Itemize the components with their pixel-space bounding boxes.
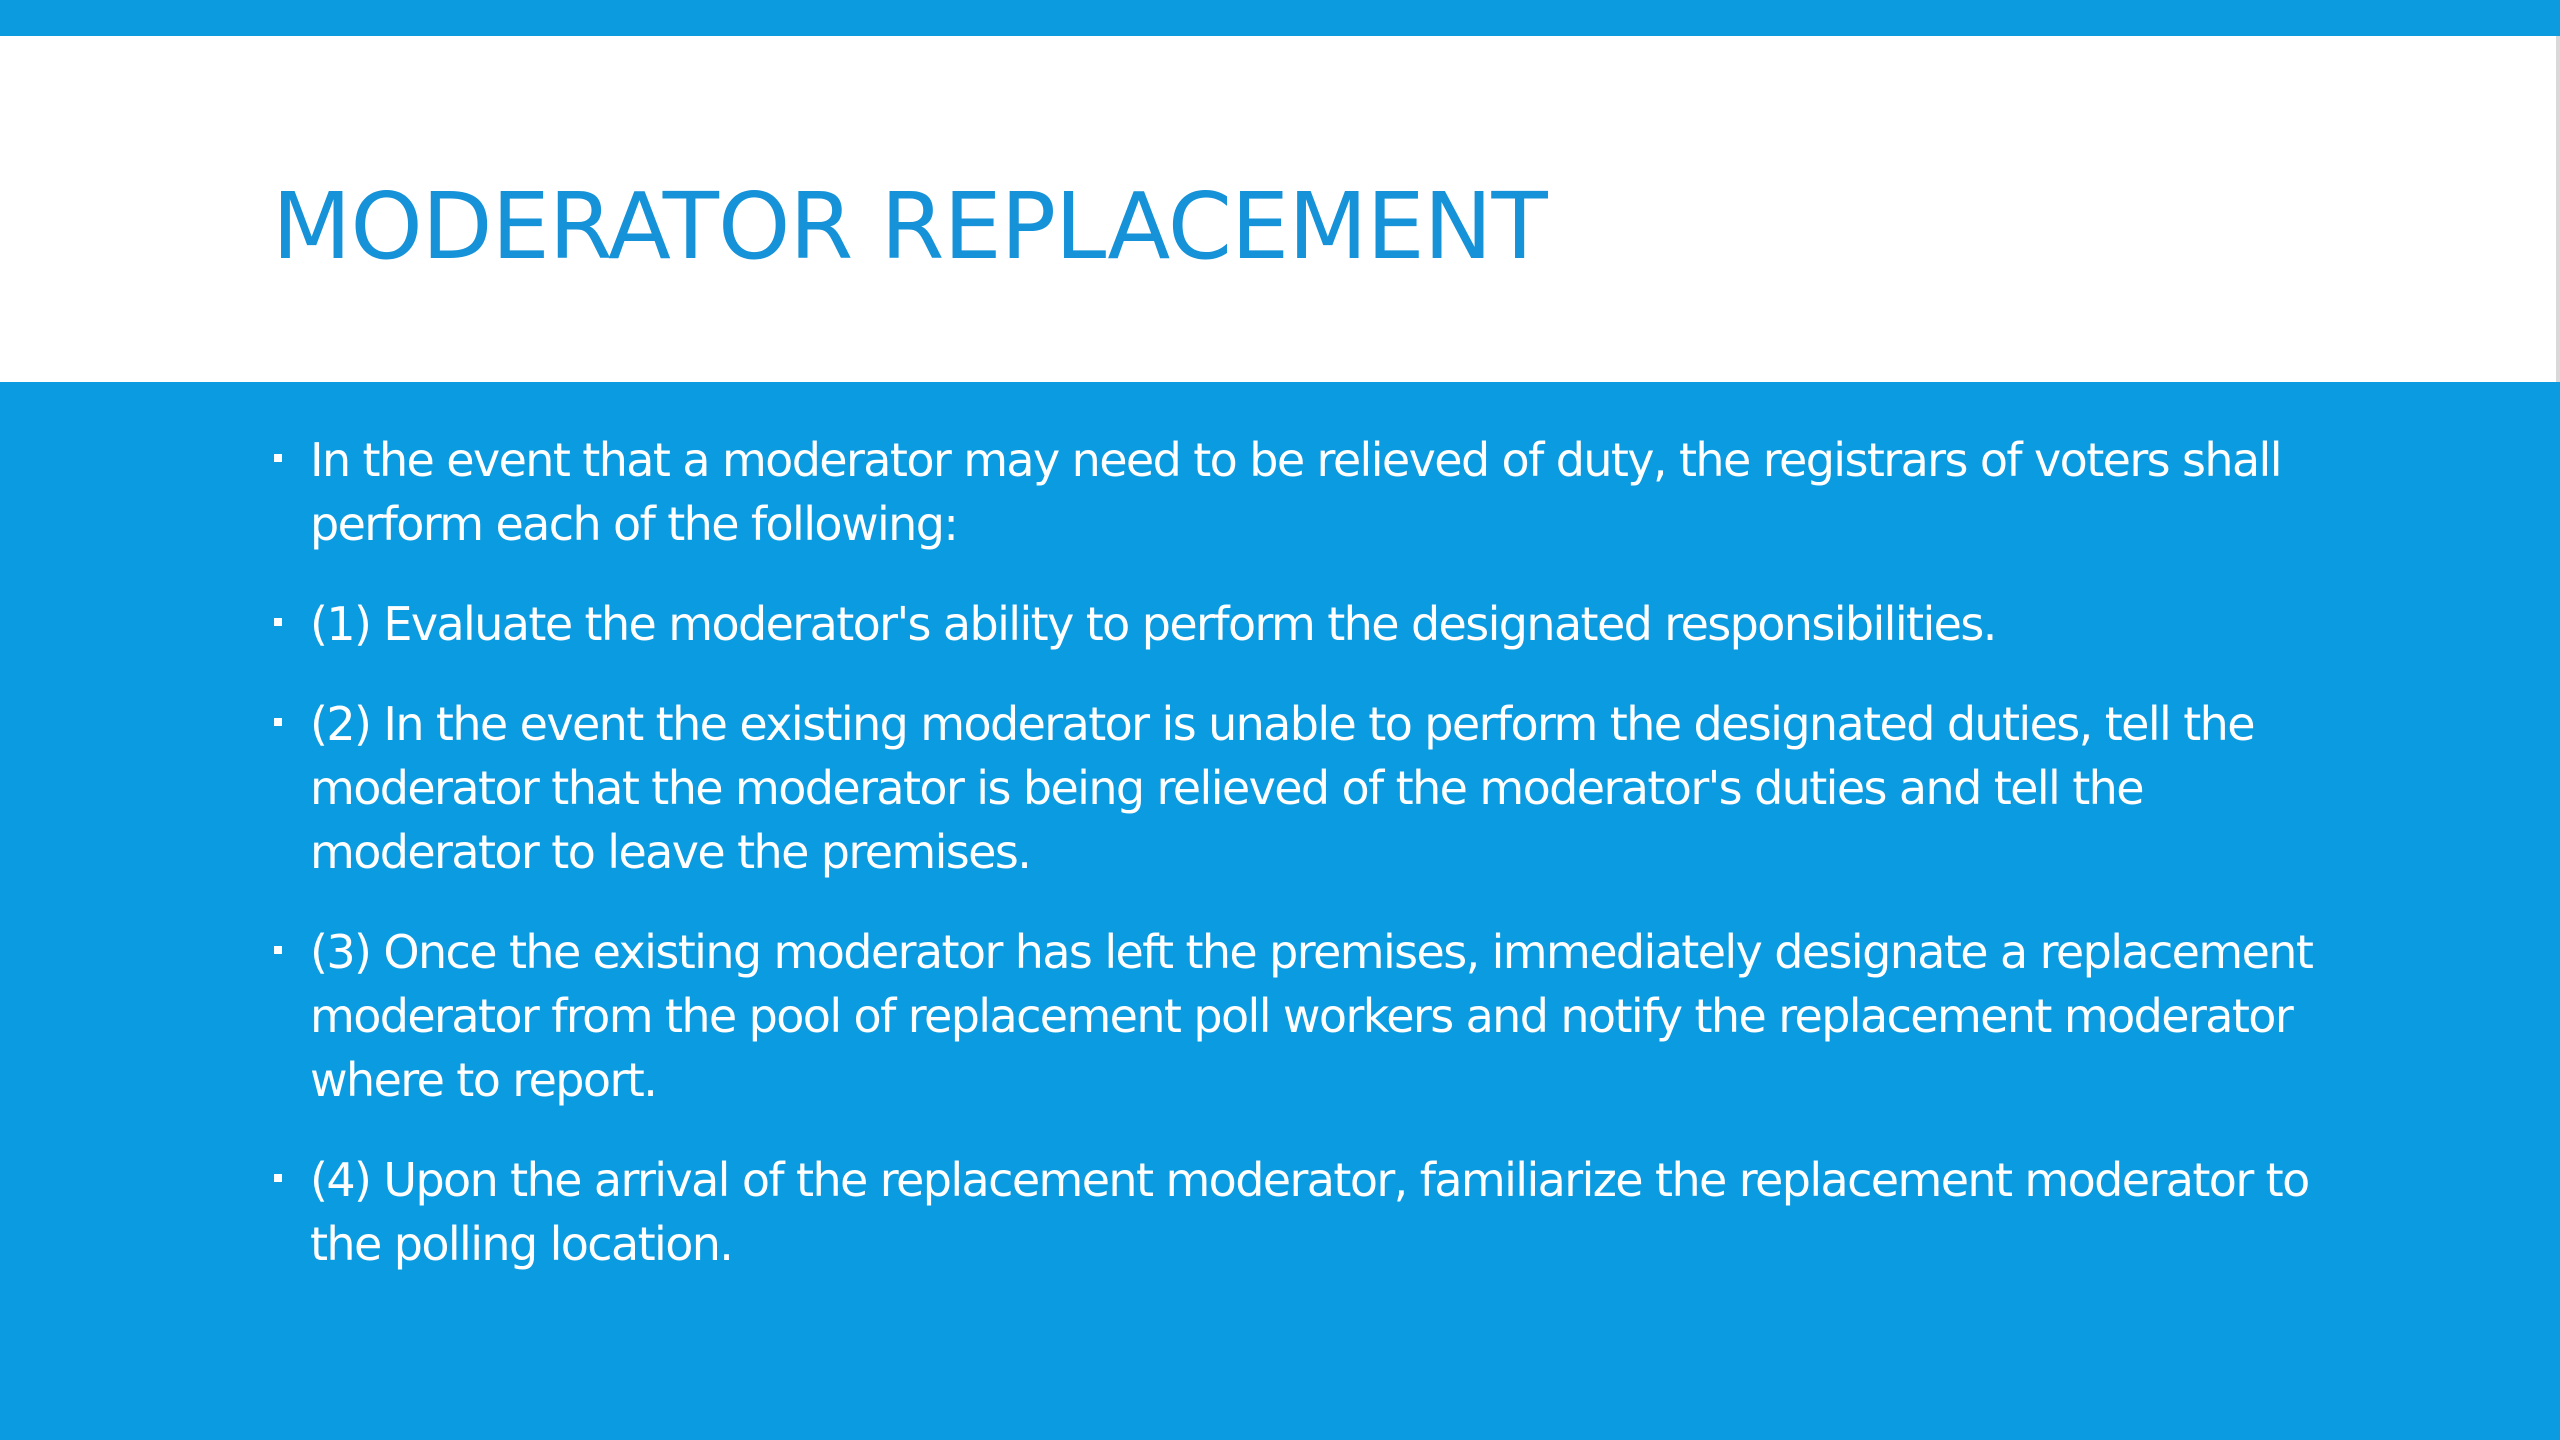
square-bullet-icon [274, 454, 282, 462]
slide-title: MODERATOR REPLACEMENT [272, 173, 1547, 280]
title-area [0, 36, 2556, 382]
bullet-text: (1) Evaluate the moderator's ability to perform the designated responsibilities. [310, 597, 1996, 651]
bullet-item [270, 428, 2320, 556]
content-area [0, 382, 2560, 1440]
bullet-item [270, 592, 2320, 656]
bullet-item [270, 1148, 2320, 1276]
top-accent-band [0, 0, 2560, 36]
right-edge-divider [2556, 36, 2560, 382]
square-bullet-icon [274, 946, 282, 954]
bullet-text: In the event that a moderator may need to be relieved of duty, the registrars of voters shall perform each of the following: [310, 433, 2281, 551]
bullet-item [270, 920, 2320, 1112]
bullet-text: (2) In the event the existing moderator is unable to perform the designated duties, tell the moderator that the moderator is being relieved of the moderator's duties and tell the moderator to leave the premises. [310, 697, 2254, 879]
square-bullet-icon [274, 718, 282, 726]
bullet-text: (3) Once the existing moderator has left the premises, immediately designate a replacement moderator from the pool of replacement poll workers and notify the replacement moderator where to report. [310, 925, 2313, 1107]
bullet-item [270, 692, 2320, 884]
bullet-list [270, 428, 2320, 1312]
square-bullet-icon [274, 618, 282, 626]
bullet-text: (4) Upon the arrival of the replacement moderator, familiarize the replacement moderator to the polling location. [310, 1153, 2309, 1271]
square-bullet-icon [274, 1174, 282, 1182]
